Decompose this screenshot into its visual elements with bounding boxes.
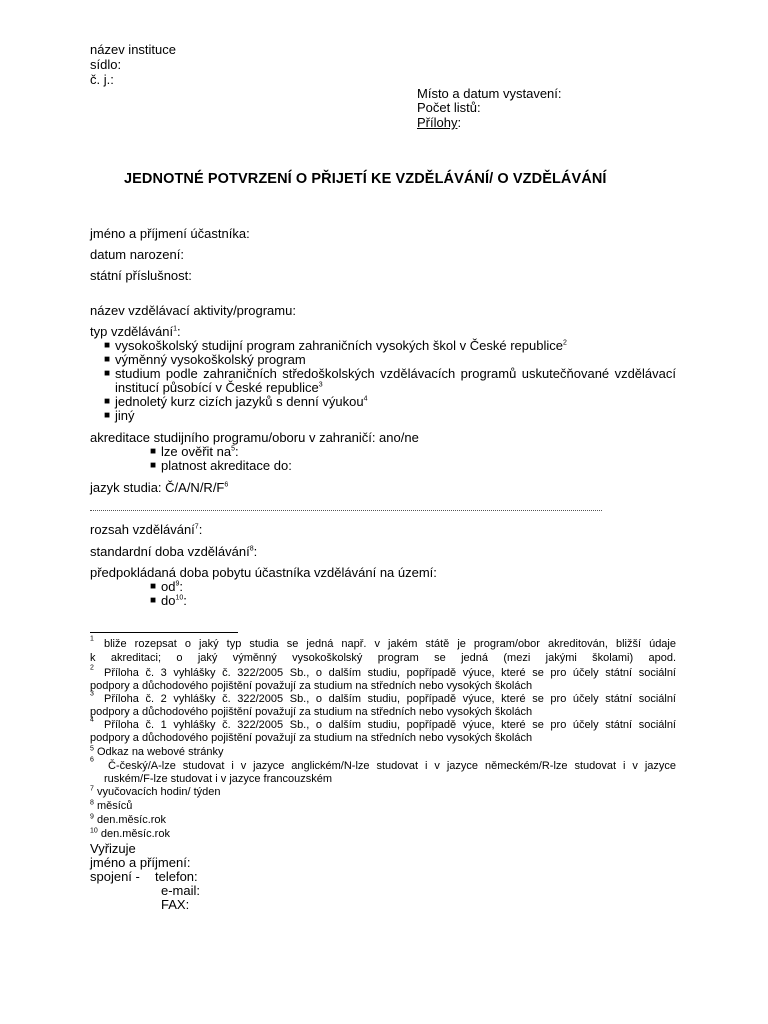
type-item-foreign-secondary-cont <box>115 380 323 395</box>
education-type-label <box>90 324 181 339</box>
institution-seat: sídlo: <box>90 57 122 72</box>
accreditation-verify-colon: : <box>235 444 239 459</box>
stay-from-colon: : <box>179 579 183 594</box>
footnote-ref-4: 4 <box>363 395 368 403</box>
attachments-label <box>417 115 461 130</box>
footnote-text: měsíců <box>96 800 133 812</box>
bullet-icon: ■ <box>150 460 157 471</box>
stay-from-text: od <box>161 579 176 594</box>
standard-duration-text: standardní doba vzdělávání <box>90 544 250 559</box>
handled-by-label: Vyřizuje <box>90 841 136 856</box>
accreditation-verify-text: lze ověřit na <box>161 444 232 459</box>
footnote-number: 4 <box>90 716 94 724</box>
document-title: JEDNOTNÉ POTVRZENÍ O PŘIJETÍ KE VZDĚLÁVÁNÍ/ O VZDĚLÁVÁNÍ <box>124 171 607 187</box>
contact-connection-label: spojení - <box>90 869 140 884</box>
footnote-ref-1: 1 <box>173 325 178 333</box>
footnote-2-number <box>90 665 94 678</box>
attachments-colon: : <box>457 115 462 130</box>
education-type-colon: : <box>177 324 181 339</box>
footnote-ref-10: 10 <box>175 594 184 602</box>
type-item-university-program <box>115 338 567 353</box>
education-scope-colon: : <box>198 522 203 537</box>
contact-fax-label: FAX: <box>161 897 190 912</box>
footnote-3-number <box>90 691 94 704</box>
footnote-2-cont: podpory a důchodového pojištění považují za studium na středních nebo vysokých školách <box>90 680 533 692</box>
footnote-2: Příloha č. 3 vyhlášky č. 322/2005 Sb., o dalším studiu, popřípadě výuce, které se pro účely státní sociální <box>104 667 676 679</box>
footnote-number: 1 <box>90 635 94 643</box>
sheet-count-label: Počet listů: <box>417 100 481 115</box>
footnote-6-number <box>90 757 94 770</box>
accreditation-verify <box>161 444 239 459</box>
attachments-text: Přílohy <box>417 115 458 130</box>
contact-name-label: jméno a příjmení: <box>90 855 191 870</box>
footnote-number: 7 <box>90 785 94 793</box>
footnote-1: bliže rozepsat o jaký typ studia se jedná např. v jakém státě je program/obor akreditován, bližší údaje <box>104 638 676 650</box>
footnote-ref-5: 5 <box>231 445 235 453</box>
footnote-9 <box>90 814 166 827</box>
footnote-number: 10 <box>90 827 98 835</box>
footnote-ref-8: 8 <box>249 545 254 553</box>
footnote-number: 8 <box>90 799 94 807</box>
footnote-number: 3 <box>90 690 94 698</box>
footnote-text: Odkaz na webové stránky <box>96 746 224 758</box>
contact-phone-label: telefon: <box>155 869 198 884</box>
footnote-ref-2: 2 <box>562 339 567 347</box>
footnote-text: vyučovacích hodin/ týden <box>96 786 221 798</box>
footnote-8 <box>90 800 132 813</box>
contact-email-label: e-mail: <box>161 883 201 898</box>
study-language-text: jazyk studia: Č/A/N/R/F <box>90 480 225 495</box>
stay-to-text: do <box>161 593 176 608</box>
bullet-icon: ■ <box>104 368 111 379</box>
place-date-label: Místo a datum vystavení: <box>417 86 562 101</box>
footnote-1-number <box>90 636 94 649</box>
footnote-3-cont: podpory a důchodového pojištění považují za studium na středních nebo vysokých školách <box>90 706 533 718</box>
type-item-exchange-program: výměnný vysokoškolský program <box>115 352 306 367</box>
footnote-number: 2 <box>90 664 94 672</box>
footnote-3: Příloha č. 2 vyhlášky č. 322/2005 Sb., o dalším studiu, popřípadě výuce, které se pro účely státní sociální <box>104 693 676 705</box>
footnote-ref-3: 3 <box>318 381 323 389</box>
footnote-ref-6: 6 <box>224 481 229 489</box>
bullet-icon: ■ <box>104 396 111 407</box>
institution-name: název instituce <box>90 42 176 57</box>
type-item-other: jiný <box>115 408 135 423</box>
education-scope-text: rozsah vzdělávání <box>90 522 195 537</box>
bullet-icon: ■ <box>150 595 157 606</box>
footnote-1-cont: k akreditaci; o jaký výměnný vysokoškolský program se jedná (mezi jakými školami) apod. <box>90 652 676 664</box>
bullet-icon: ■ <box>104 410 111 421</box>
bullet-icon: ■ <box>104 340 111 351</box>
footnote-10 <box>90 828 170 841</box>
standard-duration-label <box>90 544 257 559</box>
program-name-label: název vzdělávací aktivity/programu: <box>90 303 296 318</box>
footnote-5 <box>90 746 224 759</box>
type-item-foreign-secondary: studium podle zahraničních středoškolských vzdělávacích programů uskutečňované vzdělávací <box>115 366 676 381</box>
bullet-icon: ■ <box>150 581 157 592</box>
footnote-text: den.měsíc.rok <box>100 828 170 840</box>
stay-to-colon: : <box>183 593 187 608</box>
accreditation-validity: platnost akreditace do: <box>161 458 292 473</box>
footnote-separator <box>90 632 238 633</box>
bullet-icon: ■ <box>104 354 111 365</box>
birth-date-label: datum narození: <box>90 247 184 262</box>
footnote-4: Příloha č. 1 vyhlášky č. 322/2005 Sb., o dalším studiu, popřípadě výuce, které se pro účely státní sociální <box>104 719 676 731</box>
type-item-text: jednoletý kurz cizích jazyků s denní výukou <box>115 394 364 409</box>
reference-number: č. j.: <box>90 72 114 87</box>
type-item-language-course <box>115 394 367 409</box>
stay-from <box>161 579 183 594</box>
footnote-ref-9: 9 <box>175 580 180 588</box>
bullet-icon: ■ <box>150 446 157 457</box>
footnote-number: 5 <box>90 745 94 753</box>
accreditation-label: akreditace studijního programu/oboru v zahraničí: ano/ne <box>90 430 419 445</box>
dotted-separator <box>90 510 602 511</box>
education-type-text: typ vzdělávání <box>90 324 174 339</box>
footnote-text: den.měsíc.rok <box>96 814 167 826</box>
footnote-6-cont: ruském/F-lze studovat i v jazyce francouzském <box>104 773 333 785</box>
footnote-number: 6 <box>90 756 94 764</box>
type-item-text: institucí působící v České republice <box>115 380 319 395</box>
participant-name-label: jméno a příjmení účastníka: <box>90 226 250 241</box>
footnote-4-number <box>90 717 94 730</box>
education-scope-label <box>90 522 202 537</box>
citizenship-label: státní příslušnost: <box>90 268 192 283</box>
footnote-number: 9 <box>90 813 94 821</box>
type-item-text: vysokoškolský studijní program zahraničních vysokých škol v České republice <box>115 338 563 353</box>
footnote-ref-7: 7 <box>194 523 199 531</box>
footnote-6: Č-český/A-lze studovat i v jazyce anglickém/N-lze studovat i v jazyce německém/R-lze studovat i v jazyce <box>108 760 676 772</box>
stay-duration-label: předpokládaná doba pobytu účastníka vzdělávání na území: <box>90 565 437 580</box>
study-language-label <box>90 480 228 495</box>
footnote-4-cont: podpory a důchodového pojištění považují za studium na středních nebo vysokých školách <box>90 732 533 744</box>
stay-to <box>161 593 187 608</box>
standard-duration-colon: : <box>253 544 258 559</box>
footnote-7 <box>90 786 221 799</box>
